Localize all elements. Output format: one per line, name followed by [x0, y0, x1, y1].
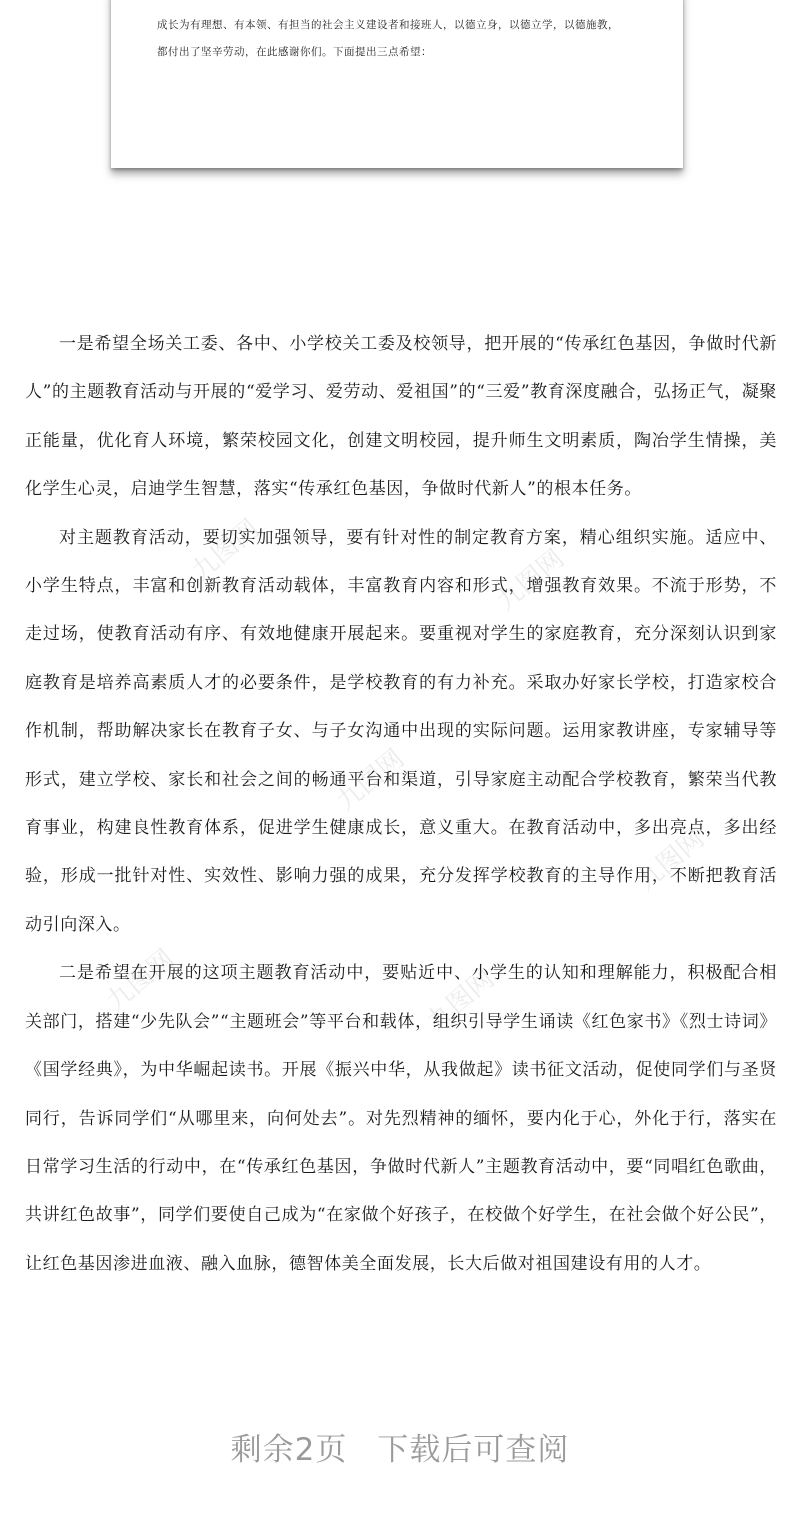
paragraph-2: 对主题教育活动，要切实加强领导，要有针对性的制定教育方案，精心组织实施。适应中、小学生特点，丰富和创新教育活动载体，丰富教育内容和形式，增强教育效果。不流于形势，不走过场，使教育活动有序、有效地健康开展起来。要重视对学生的家庭教育，充分深刻认识到家庭教育是培养高素质人才的必要条件，是学校教育的有力补充。采取办好家长学校，打造家校合作机制，帮助解决家长在教育子女、与子女沟通中出现的实际问题。运用家教讲座，专家辅导等形式，建立学校、家长和社会之间的畅通平台和渠道，引导家庭主动配合学校教育，繁荣当代教育事业，构建良性教育体系，促进学生健康成长，意义重大。在教育活动中，多出亮点，多出经验，形成一批针对性、实效性、影响力强的成果，充分发挥学校教育的主导作用，不断把教育活动引向深入。: [25, 527, 777, 935]
watermark: 九图网: [186, 513, 266, 587]
watermark: 九图网: [491, 543, 571, 617]
preview-text: [157, 12, 657, 66]
watermark: 九图网: [101, 943, 181, 1017]
watermark: 九图网: [331, 743, 411, 817]
paragraph-3: 二是希望在开展的这项主题教育活动中，要贴近中、小学生的认知和理解能力，积极配合相关部门，搭建“少先队会”“主题班会”等平台和载体，组织引导学生诵读《红色家书》《烈士诗词》《国学经典》，为中华崛起读书。开展《振兴中华，从我做起》读书征文活动，促使同学们与圣贤同行，告诉同学们“从哪里来，向何处去”。对先烈精神的缅怀，要内化于心，外化于行，落实在日常学习生活的行动中，在“传承红色基因，争做时代新人”主题教育活动中，要“同唱红色歌曲，共讲红色故事”，同学们要使自己成为“在家做个好孩子，在校做个好学生，在社会做个好公民”，让红色基因渗进血液、融入血脉，德智体美全面发展，长大后做对祖国建设有用的人才。: [25, 963, 777, 1274]
watermark: 九图网: [421, 963, 501, 1037]
preview-line-1: 成长为有理想、有本领、有担当的社会主义建设者和接班人，以德立身，以德立学，以德施教，: [157, 19, 619, 31]
paragraph-1: 一是希望全场关工委、各中、小学校关工委及校领导，把开展的“传承红色基因，争做时代新人”的主题教育活动与开展的“爱学习、爱劳动、爱祖国”的“三爱”教育深度融合，弘扬正气，凝聚正能量，优化育人环境，繁荣校园文化，创建文明校园，提升师生文明素质，陶冶学生情操，美化学生心灵，启迪学生智慧，落实“传承红色基因，争做时代新人”的根本任务。: [25, 334, 777, 500]
document-body: [25, 320, 777, 1288]
download-more-link[interactable]: [0, 1424, 800, 1469]
download-to-view-label: 下载后可查阅: [377, 1432, 570, 1468]
remaining-pages-label: 剩余2页: [230, 1432, 348, 1468]
watermark: 九图网: [631, 823, 711, 897]
preview-page: [111, 0, 683, 168]
preview-line-2: 都付出了坚辛劳动，在此感谢你们。下面提出三点希望：: [157, 46, 432, 58]
